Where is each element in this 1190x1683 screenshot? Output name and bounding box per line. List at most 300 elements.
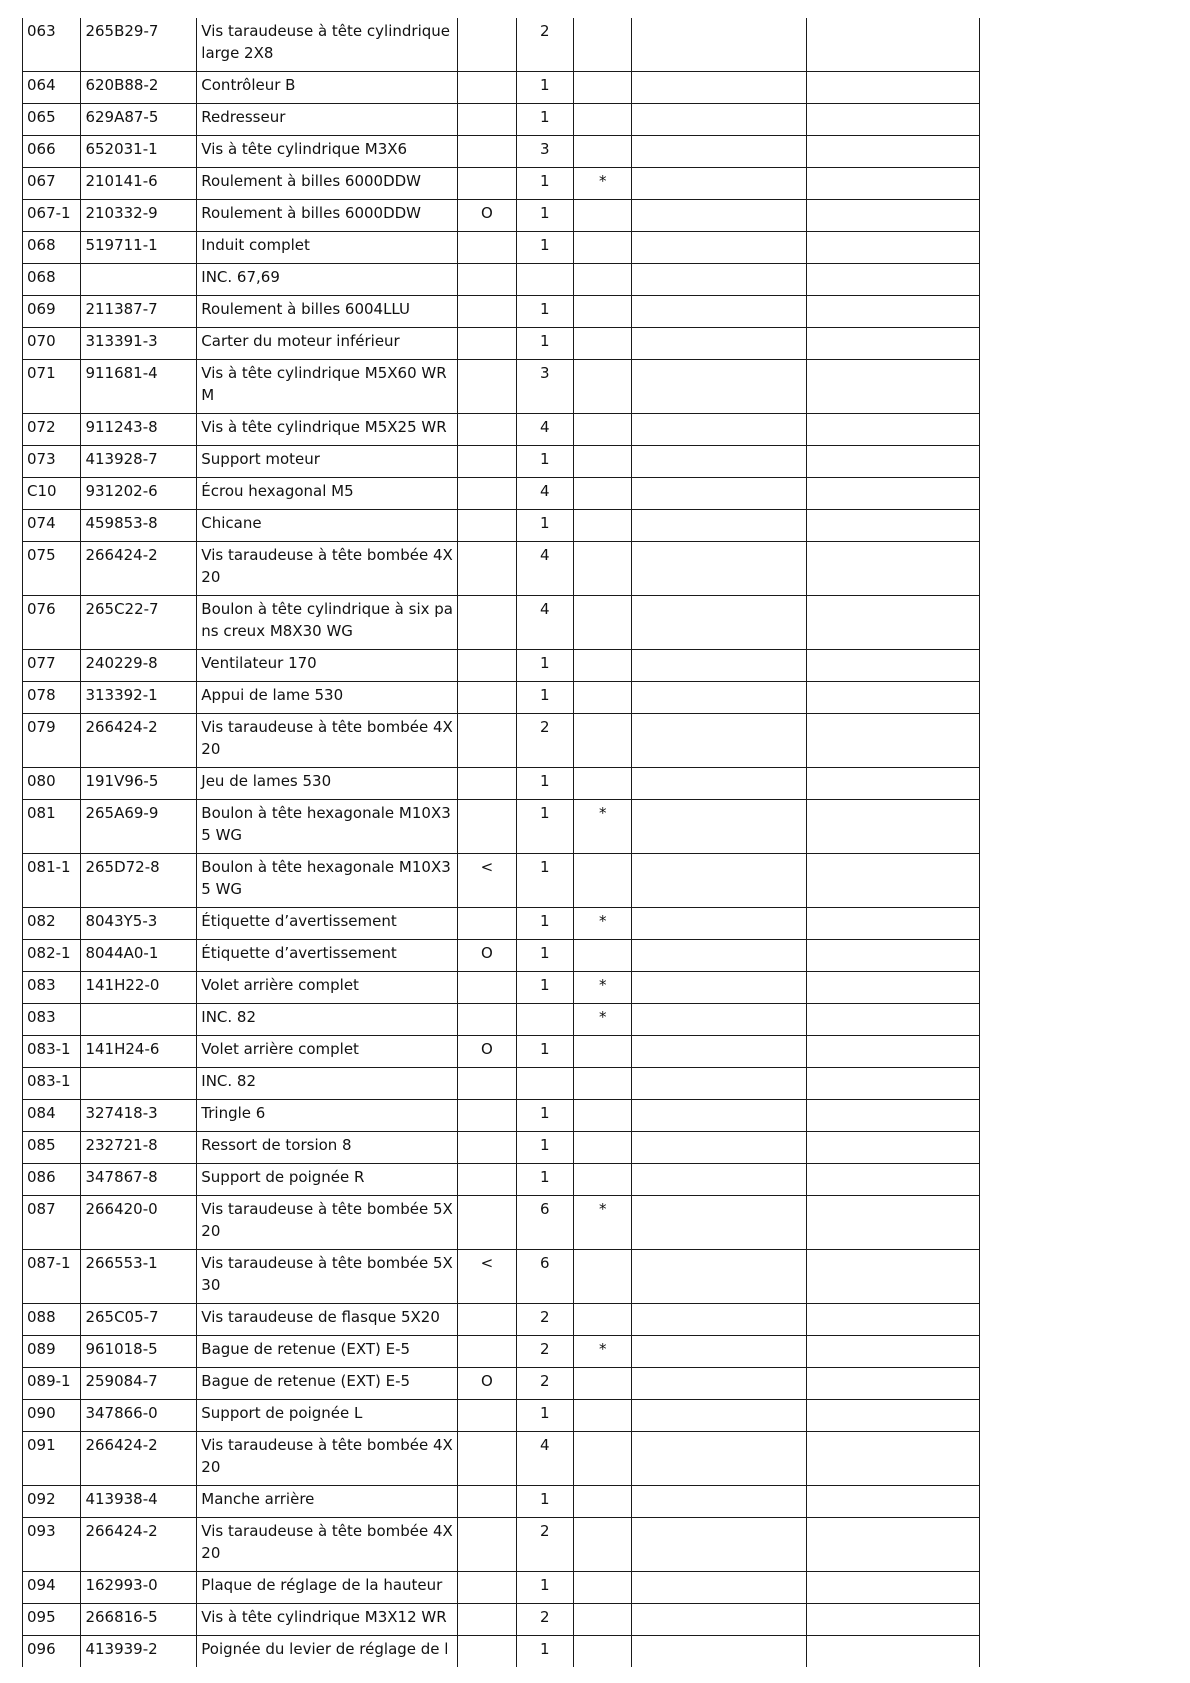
item-number-cell: 065 — [23, 104, 81, 136]
note-cell — [458, 1164, 516, 1196]
part-number-cell: 313391-3 — [81, 328, 197, 360]
blank-cell — [806, 908, 979, 940]
table-row — [23, 1400, 980, 1432]
table-row — [23, 168, 980, 200]
quantity-cell: 4 — [516, 1432, 573, 1486]
item-number-cell: 071 — [23, 360, 81, 414]
part-number-cell: 931202-6 — [81, 478, 197, 510]
mark-cell — [574, 1368, 632, 1400]
part-number-cell: 961018-5 — [81, 1336, 197, 1368]
note-cell: O — [458, 1036, 516, 1068]
mark-cell — [574, 360, 632, 414]
part-number-cell: 347867-8 — [81, 1164, 197, 1196]
note-cell — [458, 650, 516, 682]
blank-cell — [632, 714, 806, 768]
item-number-cell: 066 — [23, 136, 81, 168]
table-row — [23, 1368, 980, 1400]
part-number-cell: 265B29-7 — [81, 18, 197, 72]
table-row — [23, 1196, 980, 1250]
blank-cell — [632, 908, 806, 940]
mark-cell — [574, 1572, 632, 1604]
item-number-cell: 094 — [23, 1572, 81, 1604]
blank-cell — [632, 972, 806, 1004]
table-row — [23, 1518, 980, 1572]
quantity-cell: 1 — [516, 1486, 573, 1518]
blank-cell — [806, 200, 979, 232]
blank-cell — [806, 360, 979, 414]
blank-cell — [632, 1432, 806, 1486]
item-number-cell: 081 — [23, 800, 81, 854]
table-row — [23, 1250, 980, 1304]
quantity-cell: 4 — [516, 414, 573, 446]
quantity-cell — [516, 1068, 573, 1100]
table-row — [23, 1304, 980, 1336]
note-cell — [458, 478, 516, 510]
mark-cell: * — [574, 1196, 632, 1250]
description-cell: INC. 82 — [197, 1004, 458, 1036]
note-cell — [458, 596, 516, 650]
blank-cell — [806, 1250, 979, 1304]
table-row — [23, 200, 980, 232]
item-number-cell: 090 — [23, 1400, 81, 1432]
blank-cell — [806, 168, 979, 200]
blank-cell — [632, 360, 806, 414]
blank-cell — [632, 1304, 806, 1336]
blank-cell — [632, 1250, 806, 1304]
part-number-cell: 266424-2 — [81, 1518, 197, 1572]
note-cell — [458, 1004, 516, 1036]
table-row — [23, 940, 980, 972]
blank-cell — [806, 1068, 979, 1100]
blank-cell — [632, 1164, 806, 1196]
item-number-cell: 083 — [23, 1004, 81, 1036]
part-number-cell: 266420-0 — [81, 1196, 197, 1250]
quantity-cell: 1 — [516, 1132, 573, 1164]
blank-cell — [806, 446, 979, 478]
table-row — [23, 18, 980, 72]
quantity-cell: 1 — [516, 510, 573, 542]
part-number-cell: 266816-5 — [81, 1604, 197, 1636]
quantity-cell: 1 — [516, 232, 573, 264]
note-cell — [458, 1518, 516, 1572]
mark-cell — [574, 1036, 632, 1068]
part-number-cell: 265C05-7 — [81, 1304, 197, 1336]
table-row — [23, 72, 980, 104]
mark-cell — [574, 682, 632, 714]
item-number-cell: 089-1 — [23, 1368, 81, 1400]
blank-cell — [632, 1486, 806, 1518]
description-cell: Vis taraudeuse de flasque 5X20 — [197, 1304, 458, 1336]
blank-cell — [632, 446, 806, 478]
part-number-cell: 266424-2 — [81, 542, 197, 596]
table-row — [23, 854, 980, 908]
blank-cell — [632, 328, 806, 360]
item-number-cell: 091 — [23, 1432, 81, 1486]
quantity-cell: 1 — [516, 296, 573, 328]
blank-cell — [806, 596, 979, 650]
item-number-cell: 077 — [23, 650, 81, 682]
note-cell — [458, 714, 516, 768]
blank-cell — [806, 104, 979, 136]
item-number-cell: 082 — [23, 908, 81, 940]
mark-cell: * — [574, 800, 632, 854]
quantity-cell: 1 — [516, 682, 573, 714]
description-cell: Vis à tête cylindrique M3X6 — [197, 136, 458, 168]
table-row — [23, 1036, 980, 1068]
blank-cell — [806, 714, 979, 768]
blank-cell — [806, 232, 979, 264]
mark-cell — [574, 1604, 632, 1636]
blank-cell — [632, 296, 806, 328]
note-cell — [458, 18, 516, 72]
item-number-cell: 082-1 — [23, 940, 81, 972]
item-number-cell: 076 — [23, 596, 81, 650]
part-number-cell: 459853-8 — [81, 510, 197, 542]
item-number-cell: 083-1 — [23, 1036, 81, 1068]
blank-cell — [632, 18, 806, 72]
item-number-cell: 085 — [23, 1132, 81, 1164]
description-cell: Jeu de lames 530 — [197, 768, 458, 800]
note-cell — [458, 264, 516, 296]
table-row — [23, 1100, 980, 1132]
blank-cell — [632, 414, 806, 446]
description-cell: Plaque de réglage de la hauteur — [197, 1572, 458, 1604]
description-cell: Vis taraudeuse à tête cylindrique large 2X8 — [197, 18, 458, 72]
quantity-cell: 2 — [516, 1336, 573, 1368]
table-row — [23, 264, 980, 296]
item-number-cell: 088 — [23, 1304, 81, 1336]
description-cell: Appui de lame 530 — [197, 682, 458, 714]
quantity-cell: 1 — [516, 1572, 573, 1604]
blank-cell — [806, 1400, 979, 1432]
mark-cell — [574, 1132, 632, 1164]
description-cell: Chicane — [197, 510, 458, 542]
table-row — [23, 650, 980, 682]
blank-cell — [806, 414, 979, 446]
item-number-cell: C10 — [23, 478, 81, 510]
note-cell — [458, 1572, 516, 1604]
description-cell: INC. 82 — [197, 1068, 458, 1100]
table-row — [23, 800, 980, 854]
note-cell — [458, 232, 516, 264]
mark-cell — [574, 1432, 632, 1486]
blank-cell — [806, 1368, 979, 1400]
blank-cell — [632, 1196, 806, 1250]
table-row — [23, 1636, 980, 1668]
description-cell: Roulement à billes 6004LLU — [197, 296, 458, 328]
table-row — [23, 328, 980, 360]
part-number-cell — [81, 1068, 197, 1100]
description-cell: INC. 67,69 — [197, 264, 458, 296]
part-number-cell: 266553-1 — [81, 1250, 197, 1304]
table-row — [23, 1004, 980, 1036]
quantity-cell: 1 — [516, 800, 573, 854]
blank-cell — [632, 232, 806, 264]
part-number-cell — [81, 1004, 197, 1036]
table-row — [23, 414, 980, 446]
part-number-cell: 413928-7 — [81, 446, 197, 478]
mark-cell — [574, 854, 632, 908]
part-number-cell: 266424-2 — [81, 714, 197, 768]
blank-cell — [632, 542, 806, 596]
quantity-cell: 1 — [516, 650, 573, 682]
part-number-cell: 8044A0-1 — [81, 940, 197, 972]
part-number-cell: 210332-9 — [81, 200, 197, 232]
mark-cell: * — [574, 1336, 632, 1368]
mark-cell — [574, 18, 632, 72]
note-cell — [458, 800, 516, 854]
item-number-cell: 081-1 — [23, 854, 81, 908]
quantity-cell: 1 — [516, 1400, 573, 1432]
note-cell — [458, 972, 516, 1004]
note-cell — [458, 1132, 516, 1164]
blank-cell — [632, 768, 806, 800]
table-row — [23, 1164, 980, 1196]
blank-cell — [806, 542, 979, 596]
item-number-cell: 074 — [23, 510, 81, 542]
table-row — [23, 714, 980, 768]
part-number-cell: 413939-2 — [81, 1636, 197, 1668]
quantity-cell: 1 — [516, 104, 573, 136]
blank-cell — [632, 1132, 806, 1164]
table-row — [23, 360, 980, 414]
blank-cell — [806, 510, 979, 542]
note-cell — [458, 542, 516, 596]
quantity-cell: 4 — [516, 478, 573, 510]
item-number-cell: 075 — [23, 542, 81, 596]
mark-cell — [574, 1304, 632, 1336]
blank-cell — [806, 1132, 979, 1164]
item-number-cell: 067-1 — [23, 200, 81, 232]
item-number-cell: 069 — [23, 296, 81, 328]
note-cell — [458, 1068, 516, 1100]
note-cell: < — [458, 1250, 516, 1304]
blank-cell — [632, 800, 806, 854]
mark-cell — [574, 596, 632, 650]
blank-cell — [632, 1572, 806, 1604]
item-number-cell: 072 — [23, 414, 81, 446]
description-cell: Vis à tête cylindrique M3X12 WR — [197, 1604, 458, 1636]
mark-cell — [574, 510, 632, 542]
quantity-cell: 1 — [516, 168, 573, 200]
quantity-cell: 1 — [516, 200, 573, 232]
mark-cell — [574, 1068, 632, 1100]
quantity-cell: 3 — [516, 360, 573, 414]
description-cell: Tringle 6 — [197, 1100, 458, 1132]
table-row — [23, 908, 980, 940]
description-cell: Vis taraudeuse à tête bombée 4X 20 — [197, 542, 458, 596]
blank-cell — [632, 510, 806, 542]
blank-cell — [806, 328, 979, 360]
part-number-cell: 911681-4 — [81, 360, 197, 414]
description-cell: Volet arrière complet — [197, 1036, 458, 1068]
table-row — [23, 596, 980, 650]
quantity-cell: 1 — [516, 940, 573, 972]
table-row — [23, 104, 980, 136]
table-row — [23, 1336, 980, 1368]
note-cell — [458, 768, 516, 800]
mark-cell: * — [574, 168, 632, 200]
note-cell: O — [458, 200, 516, 232]
mark-cell — [574, 542, 632, 596]
part-number-cell: 210141-6 — [81, 168, 197, 200]
table-row — [23, 542, 980, 596]
mark-cell — [574, 200, 632, 232]
mark-cell — [574, 768, 632, 800]
description-cell: Vis taraudeuse à tête bombée 5X 20 — [197, 1196, 458, 1250]
blank-cell — [632, 1036, 806, 1068]
part-number-cell: 240229-8 — [81, 650, 197, 682]
blank-cell — [632, 200, 806, 232]
note-cell — [458, 1400, 516, 1432]
blank-cell — [806, 1518, 979, 1572]
item-number-cell: 068 — [23, 264, 81, 296]
note-cell — [458, 360, 516, 414]
blank-cell — [806, 1432, 979, 1486]
quantity-cell: 2 — [516, 1304, 573, 1336]
blank-cell — [632, 72, 806, 104]
blank-cell — [806, 72, 979, 104]
blank-cell — [806, 940, 979, 972]
description-cell: Étiquette d’avertissement — [197, 908, 458, 940]
blank-cell — [632, 1604, 806, 1636]
blank-cell — [806, 682, 979, 714]
note-cell — [458, 414, 516, 446]
note-cell — [458, 1196, 516, 1250]
table-row — [23, 682, 980, 714]
description-cell: Boulon à tête cylindrique à six pa ns creux M8X30 WG — [197, 596, 458, 650]
note-cell: O — [458, 940, 516, 972]
table-row — [23, 232, 980, 264]
quantity-cell: 1 — [516, 768, 573, 800]
blank-cell — [806, 1164, 979, 1196]
quantity-cell: 4 — [516, 542, 573, 596]
quantity-cell: 6 — [516, 1196, 573, 1250]
quantity-cell: 1 — [516, 1164, 573, 1196]
quantity-cell: 2 — [516, 1518, 573, 1572]
part-number-cell: 265A69-9 — [81, 800, 197, 854]
blank-cell — [632, 136, 806, 168]
quantity-cell: 1 — [516, 908, 573, 940]
note-cell — [458, 1636, 516, 1668]
table-row — [23, 1068, 980, 1100]
part-number-cell: 413938-4 — [81, 1486, 197, 1518]
table-row — [23, 972, 980, 1004]
part-number-cell: 141H24-6 — [81, 1036, 197, 1068]
blank-cell — [632, 1004, 806, 1036]
part-number-cell: 629A87-5 — [81, 104, 197, 136]
mark-cell — [574, 72, 632, 104]
part-number-cell: 313392-1 — [81, 682, 197, 714]
blank-cell — [806, 972, 979, 1004]
part-number-cell: 347866-0 — [81, 1400, 197, 1432]
table-row — [23, 1604, 980, 1636]
blank-cell — [806, 1336, 979, 1368]
blank-cell — [806, 1100, 979, 1132]
description-cell: Vis taraudeuse à tête bombée 4X 20 — [197, 714, 458, 768]
blank-cell — [632, 940, 806, 972]
quantity-cell: 1 — [516, 328, 573, 360]
table-row — [23, 1132, 980, 1164]
part-number-cell: 327418-3 — [81, 1100, 197, 1132]
note-cell — [458, 72, 516, 104]
blank-cell — [806, 1572, 979, 1604]
mark-cell — [574, 1250, 632, 1304]
part-number-cell: 620B88-2 — [81, 72, 197, 104]
mark-cell — [574, 1100, 632, 1132]
blank-cell — [806, 1196, 979, 1250]
item-number-cell: 067 — [23, 168, 81, 200]
note-cell — [458, 104, 516, 136]
blank-cell — [632, 168, 806, 200]
part-number-cell: 191V96-5 — [81, 768, 197, 800]
quantity-cell — [516, 1004, 573, 1036]
part-number-cell: 911243-8 — [81, 414, 197, 446]
description-cell: Vis taraudeuse à tête bombée 4X 20 — [197, 1432, 458, 1486]
description-cell: Boulon à tête hexagonale M10X3 5 WG — [197, 854, 458, 908]
table-row — [23, 1486, 980, 1518]
quantity-cell: 2 — [516, 1368, 573, 1400]
quantity-cell: 1 — [516, 446, 573, 478]
description-cell: Volet arrière complet — [197, 972, 458, 1004]
note-cell — [458, 446, 516, 478]
description-cell: Support de poignée L — [197, 1400, 458, 1432]
part-number-cell: 265D72-8 — [81, 854, 197, 908]
mark-cell — [574, 414, 632, 446]
item-number-cell: 070 — [23, 328, 81, 360]
note-cell — [458, 1304, 516, 1336]
blank-cell — [632, 1336, 806, 1368]
mark-cell — [574, 296, 632, 328]
blank-cell — [806, 1604, 979, 1636]
quantity-cell: 2 — [516, 1604, 573, 1636]
blank-cell — [806, 854, 979, 908]
description-cell: Boulon à tête hexagonale M10X3 5 WG — [197, 800, 458, 854]
table-row — [23, 478, 980, 510]
blank-cell — [632, 264, 806, 296]
part-number-cell: 162993-0 — [81, 1572, 197, 1604]
mark-cell — [574, 1486, 632, 1518]
quantity-cell: 2 — [516, 714, 573, 768]
blank-cell — [806, 800, 979, 854]
note-cell: < — [458, 854, 516, 908]
description-cell: Écrou hexagonal M5 — [197, 478, 458, 510]
blank-cell — [806, 650, 979, 682]
item-number-cell: 092 — [23, 1486, 81, 1518]
note-cell — [458, 136, 516, 168]
blank-cell — [806, 478, 979, 510]
mark-cell — [574, 446, 632, 478]
mark-cell — [574, 478, 632, 510]
table-row — [23, 1572, 980, 1604]
quantity-cell: 4 — [516, 596, 573, 650]
blank-cell — [806, 1004, 979, 1036]
description-cell: Redresseur — [197, 104, 458, 136]
mark-cell — [574, 264, 632, 296]
quantity-cell: 6 — [516, 1250, 573, 1304]
description-cell: Vis à tête cylindrique M5X60 WR M — [197, 360, 458, 414]
description-cell: Ventilateur 170 — [197, 650, 458, 682]
quantity-cell: 1 — [516, 1636, 573, 1668]
mark-cell — [574, 104, 632, 136]
note-cell — [458, 168, 516, 200]
table-row — [23, 510, 980, 542]
part-number-cell: 519711-1 — [81, 232, 197, 264]
table-row — [23, 768, 980, 800]
mark-cell — [574, 714, 632, 768]
part-number-cell: 232721-8 — [81, 1132, 197, 1164]
description-cell: Support moteur — [197, 446, 458, 478]
